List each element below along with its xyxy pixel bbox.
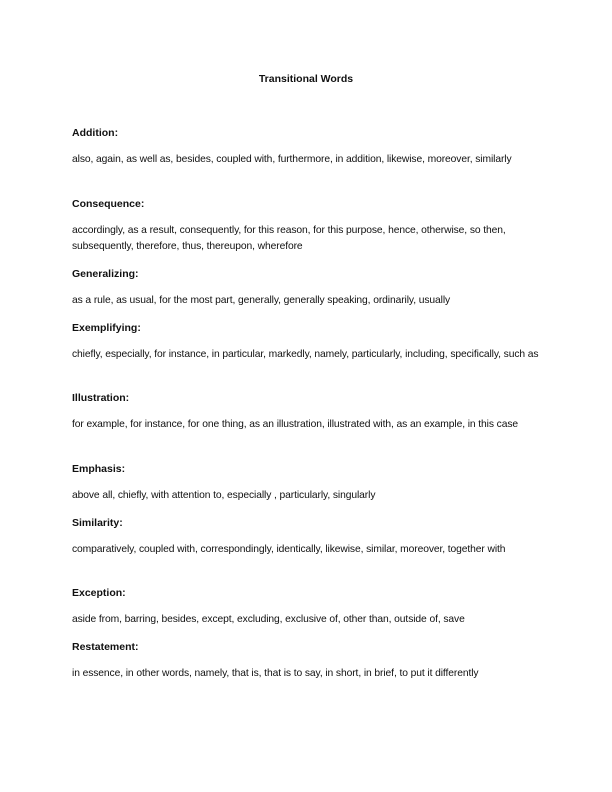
section-text: accordingly, as a result, consequently, for this reason, for this purpose, hence, otherwise, so then, subsequently, therefore, thus, thereupon, wherefore: [72, 225, 506, 252]
section-emphasis: [72, 462, 552, 504]
section-text: aside from, barring, besides, except, excluding, exclusive of, other than, outside of, save: [72, 614, 465, 625]
section-generalizing: [72, 267, 552, 309]
section-heading: Generalizing:: [72, 268, 139, 280]
section-heading: Emphasis:: [72, 463, 126, 475]
section-heading: Illustration:: [72, 392, 130, 404]
section-heading: Exception:: [72, 587, 126, 599]
section-illustration: [72, 391, 552, 433]
section-heading: Exemplifying:: [72, 322, 141, 334]
section-text: also, again, as well as, besides, coupled with, furthermore, in addition, likewise, moreover, similarly: [72, 154, 512, 165]
section-heading: Addition:: [72, 127, 119, 139]
section-text: comparatively, coupled with, correspondingly, identically, likewise, similar, moreover, together with: [72, 544, 506, 555]
section-text: above all, chiefly, with attention to, especially , particularly, singularly: [72, 490, 376, 501]
section-text: for example, for instance, for one thing, as an illustration, illustrated with, as an example, in this case: [72, 419, 519, 430]
section-consequence: [72, 197, 552, 255]
section-exception: [72, 586, 552, 628]
section-exemplifying: [72, 321, 552, 363]
section-heading: Similarity:: [72, 517, 123, 529]
section-heading: Consequence:: [72, 198, 145, 210]
section-restatement: [72, 640, 552, 682]
section-addition: [72, 126, 552, 168]
section-similarity: [72, 516, 552, 558]
section-text: in essence, in other words, namely, that is, that is to say, in short, in brief, to put it differently: [72, 668, 479, 679]
section-text: as a rule, as usual, for the most part, generally, generally speaking, ordinarily, usually: [72, 295, 451, 306]
section-heading: Restatement:: [72, 641, 139, 653]
page-title: Transitional Words: [258, 73, 354, 85]
section-text: chiefly, especially, for instance, in particular, markedly, namely, particularly, including, specifically, such as: [72, 349, 539, 360]
